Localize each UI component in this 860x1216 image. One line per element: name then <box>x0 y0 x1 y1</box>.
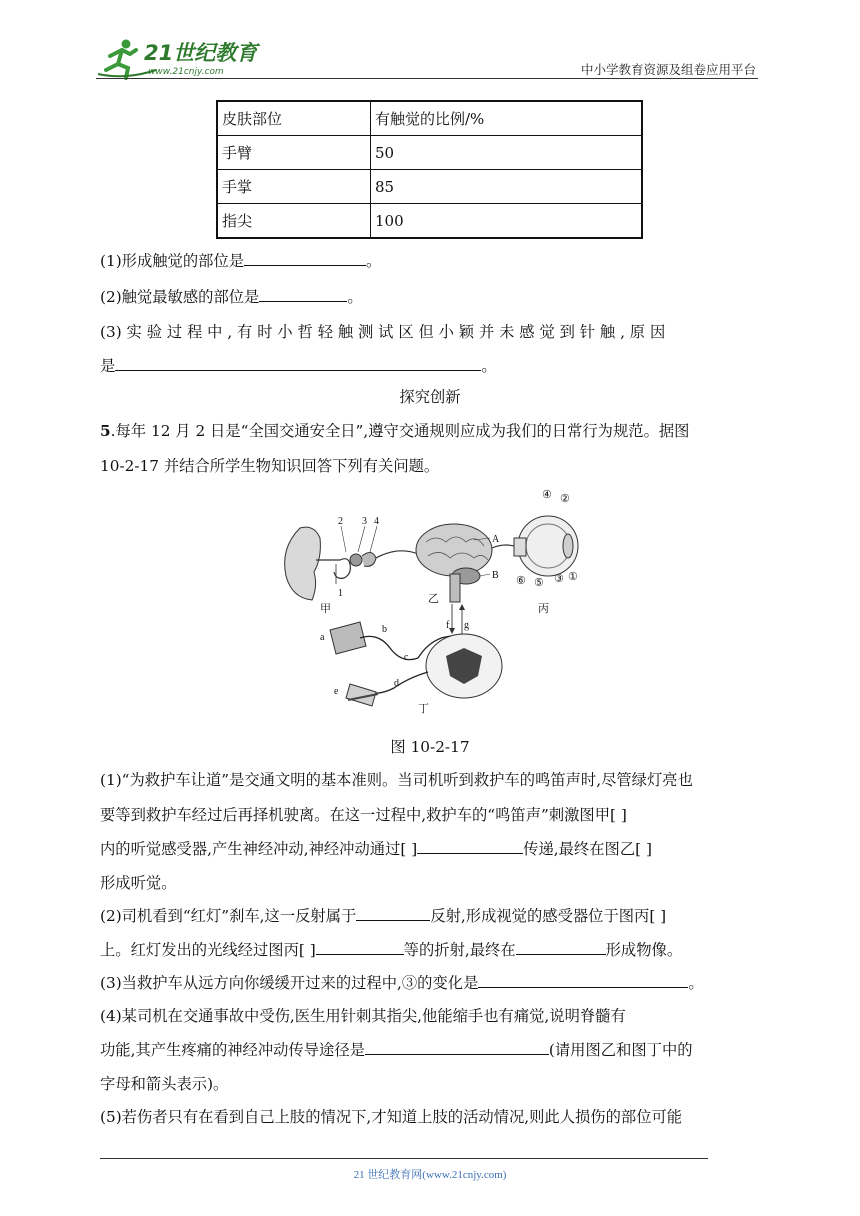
footer-divider <box>100 1158 708 1159</box>
answer-blank <box>316 940 404 955</box>
section-title: 探究创新 <box>399 388 461 406</box>
q4-part2: (2)触觉最敏感的部位是 。 <box>100 288 363 306</box>
fig-label: ⑥ <box>516 575 526 587</box>
fig-label: A <box>492 534 500 545</box>
eye-diagram <box>492 516 578 576</box>
table-header-cell: 皮肤部位 <box>217 101 371 136</box>
table-header-row <box>217 101 642 136</box>
header-divider <box>96 78 758 79</box>
table-cell: 85 <box>371 170 643 204</box>
table-row <box>217 204 642 239</box>
q5-intro-line2: 10-2-17 并结合所学生物知识回答下列有关问题。 <box>100 457 440 475</box>
fig-label: 丙 <box>538 603 549 615</box>
answer-blank <box>244 251 366 266</box>
touch-sensitivity-table <box>216 100 643 239</box>
answer-blank <box>516 940 606 955</box>
header-platform-text: 中小学教育资源及组卷应用平台 <box>580 62 756 77</box>
q5-s4-line2: 功能,其产生疼痛的神经冲动传导途径是 (请用图乙和图丁中的 <box>100 1041 693 1059</box>
fig-label: 丁 <box>418 703 429 715</box>
table-cell: 100 <box>371 204 643 239</box>
q4-part3-line2: 是 。 <box>100 357 497 375</box>
fig-label: 2 <box>338 516 343 527</box>
fig-label: 4 <box>374 516 379 527</box>
q4-part1: (1)形成触觉的部位是 。 <box>100 252 382 270</box>
answer-blank <box>259 287 347 302</box>
fig-label: ④ <box>542 489 552 501</box>
reflex-arc-diagram <box>330 622 502 706</box>
fig-label: a <box>320 632 325 643</box>
q5-s4-line3: 字母和箭头表示)。 <box>100 1075 229 1093</box>
fig-label: ① <box>568 571 578 583</box>
table-header-cell: 有触觉的比例/% <box>371 101 643 136</box>
table-cell: 指尖 <box>217 204 371 239</box>
q5-s1-line4: 形成听觉。 <box>100 874 177 892</box>
answer-blank <box>356 906 430 921</box>
answer-blank <box>365 1040 549 1055</box>
q5-intro-line1: 5.每年 12 月 2 日是“全国交通安全日”,遵守交通规则应成为我们的日常行为规范。据图 <box>100 422 690 440</box>
fig-label: 乙 <box>428 593 439 605</box>
q4-part3-line1: (3) 实 验 过 程 中 , 有 时 小 哲 轻 触 测 试 区 但 小 颖 并 未 感 觉 到 针 触 , 原 因 <box>100 323 666 341</box>
fig-label: g <box>464 620 469 631</box>
fig-label: 3 <box>362 516 367 527</box>
figure-caption: 图 10-2-17 <box>390 738 470 756</box>
fig-label: ② <box>560 493 570 505</box>
table-cell: 50 <box>371 136 643 170</box>
q5-s2-line2: 上。红灯发出的光线经过图丙[ ] 等的折射,最终在 形成物像。 <box>100 941 683 959</box>
fig-label: f <box>446 620 450 631</box>
site-logo <box>96 36 296 80</box>
answer-blank <box>417 839 523 854</box>
fig-label: 甲 <box>320 603 331 615</box>
fig-label: b <box>382 624 387 635</box>
question-number: 5 <box>100 422 111 440</box>
table-cell: 手臂 <box>217 136 371 170</box>
q5-s3-line: (3)当救护车从远方向你缓缓开过来的过程中,③的变化是 。 <box>100 974 704 992</box>
fig-label: ③ <box>554 573 564 585</box>
q5-s5-line1: (5)若伤者只有在看到自己上肢的情况下,才知道上肢的活动情况,则此人损伤的部位可能 <box>100 1108 683 1126</box>
fig-label: d <box>394 678 399 689</box>
answer-blank <box>115 356 481 371</box>
table-row <box>217 136 642 170</box>
svg-text:21世纪教育: 21世纪教育 <box>144 41 258 65</box>
q5-s1-line3: 内的听觉感受器,产生神经冲动,神经冲动通过[ ] 传递,最终在图乙[ ] <box>100 840 652 858</box>
fig-label: B <box>492 570 499 581</box>
nervous-system-figure <box>278 488 604 716</box>
q5-s1-line1: (1)“为救护车让道”是交通文明的基本准则。当司机听到救护车的鸣笛声时,尽管绿灯亮也 <box>100 771 693 789</box>
fig-label: 1 <box>338 588 343 599</box>
footer-link[interactable]: 21 世纪教育网(www.21cnjy.com) <box>353 1169 507 1181</box>
answer-blank <box>478 973 688 988</box>
q5-s4-line1: (4)某司机在交通事故中受伤,医生用针刺其指尖,他能缩手也有痛觉,说明脊髓有 <box>100 1007 626 1025</box>
fig-label: e <box>334 686 339 697</box>
table-row <box>217 170 642 204</box>
brain-diagram <box>416 524 492 602</box>
fig-label: ⑤ <box>534 577 544 589</box>
ear-diagram <box>285 527 418 600</box>
table-cell: 手掌 <box>217 170 371 204</box>
q5-s1-line2: 要等到救护车经过后再择机驶离。在这一过程中,救护车的“鸣笛声”刺激图甲[ ] <box>100 806 627 824</box>
svg-text:www.21cnjy.com: www.21cnjy.com <box>148 67 224 77</box>
q5-s2-line1: (2)司机看到“红灯”刹车,这一反射属于 反射,形成视觉的感受器位于图丙[ ] <box>100 907 667 925</box>
fig-label: c <box>404 652 409 663</box>
